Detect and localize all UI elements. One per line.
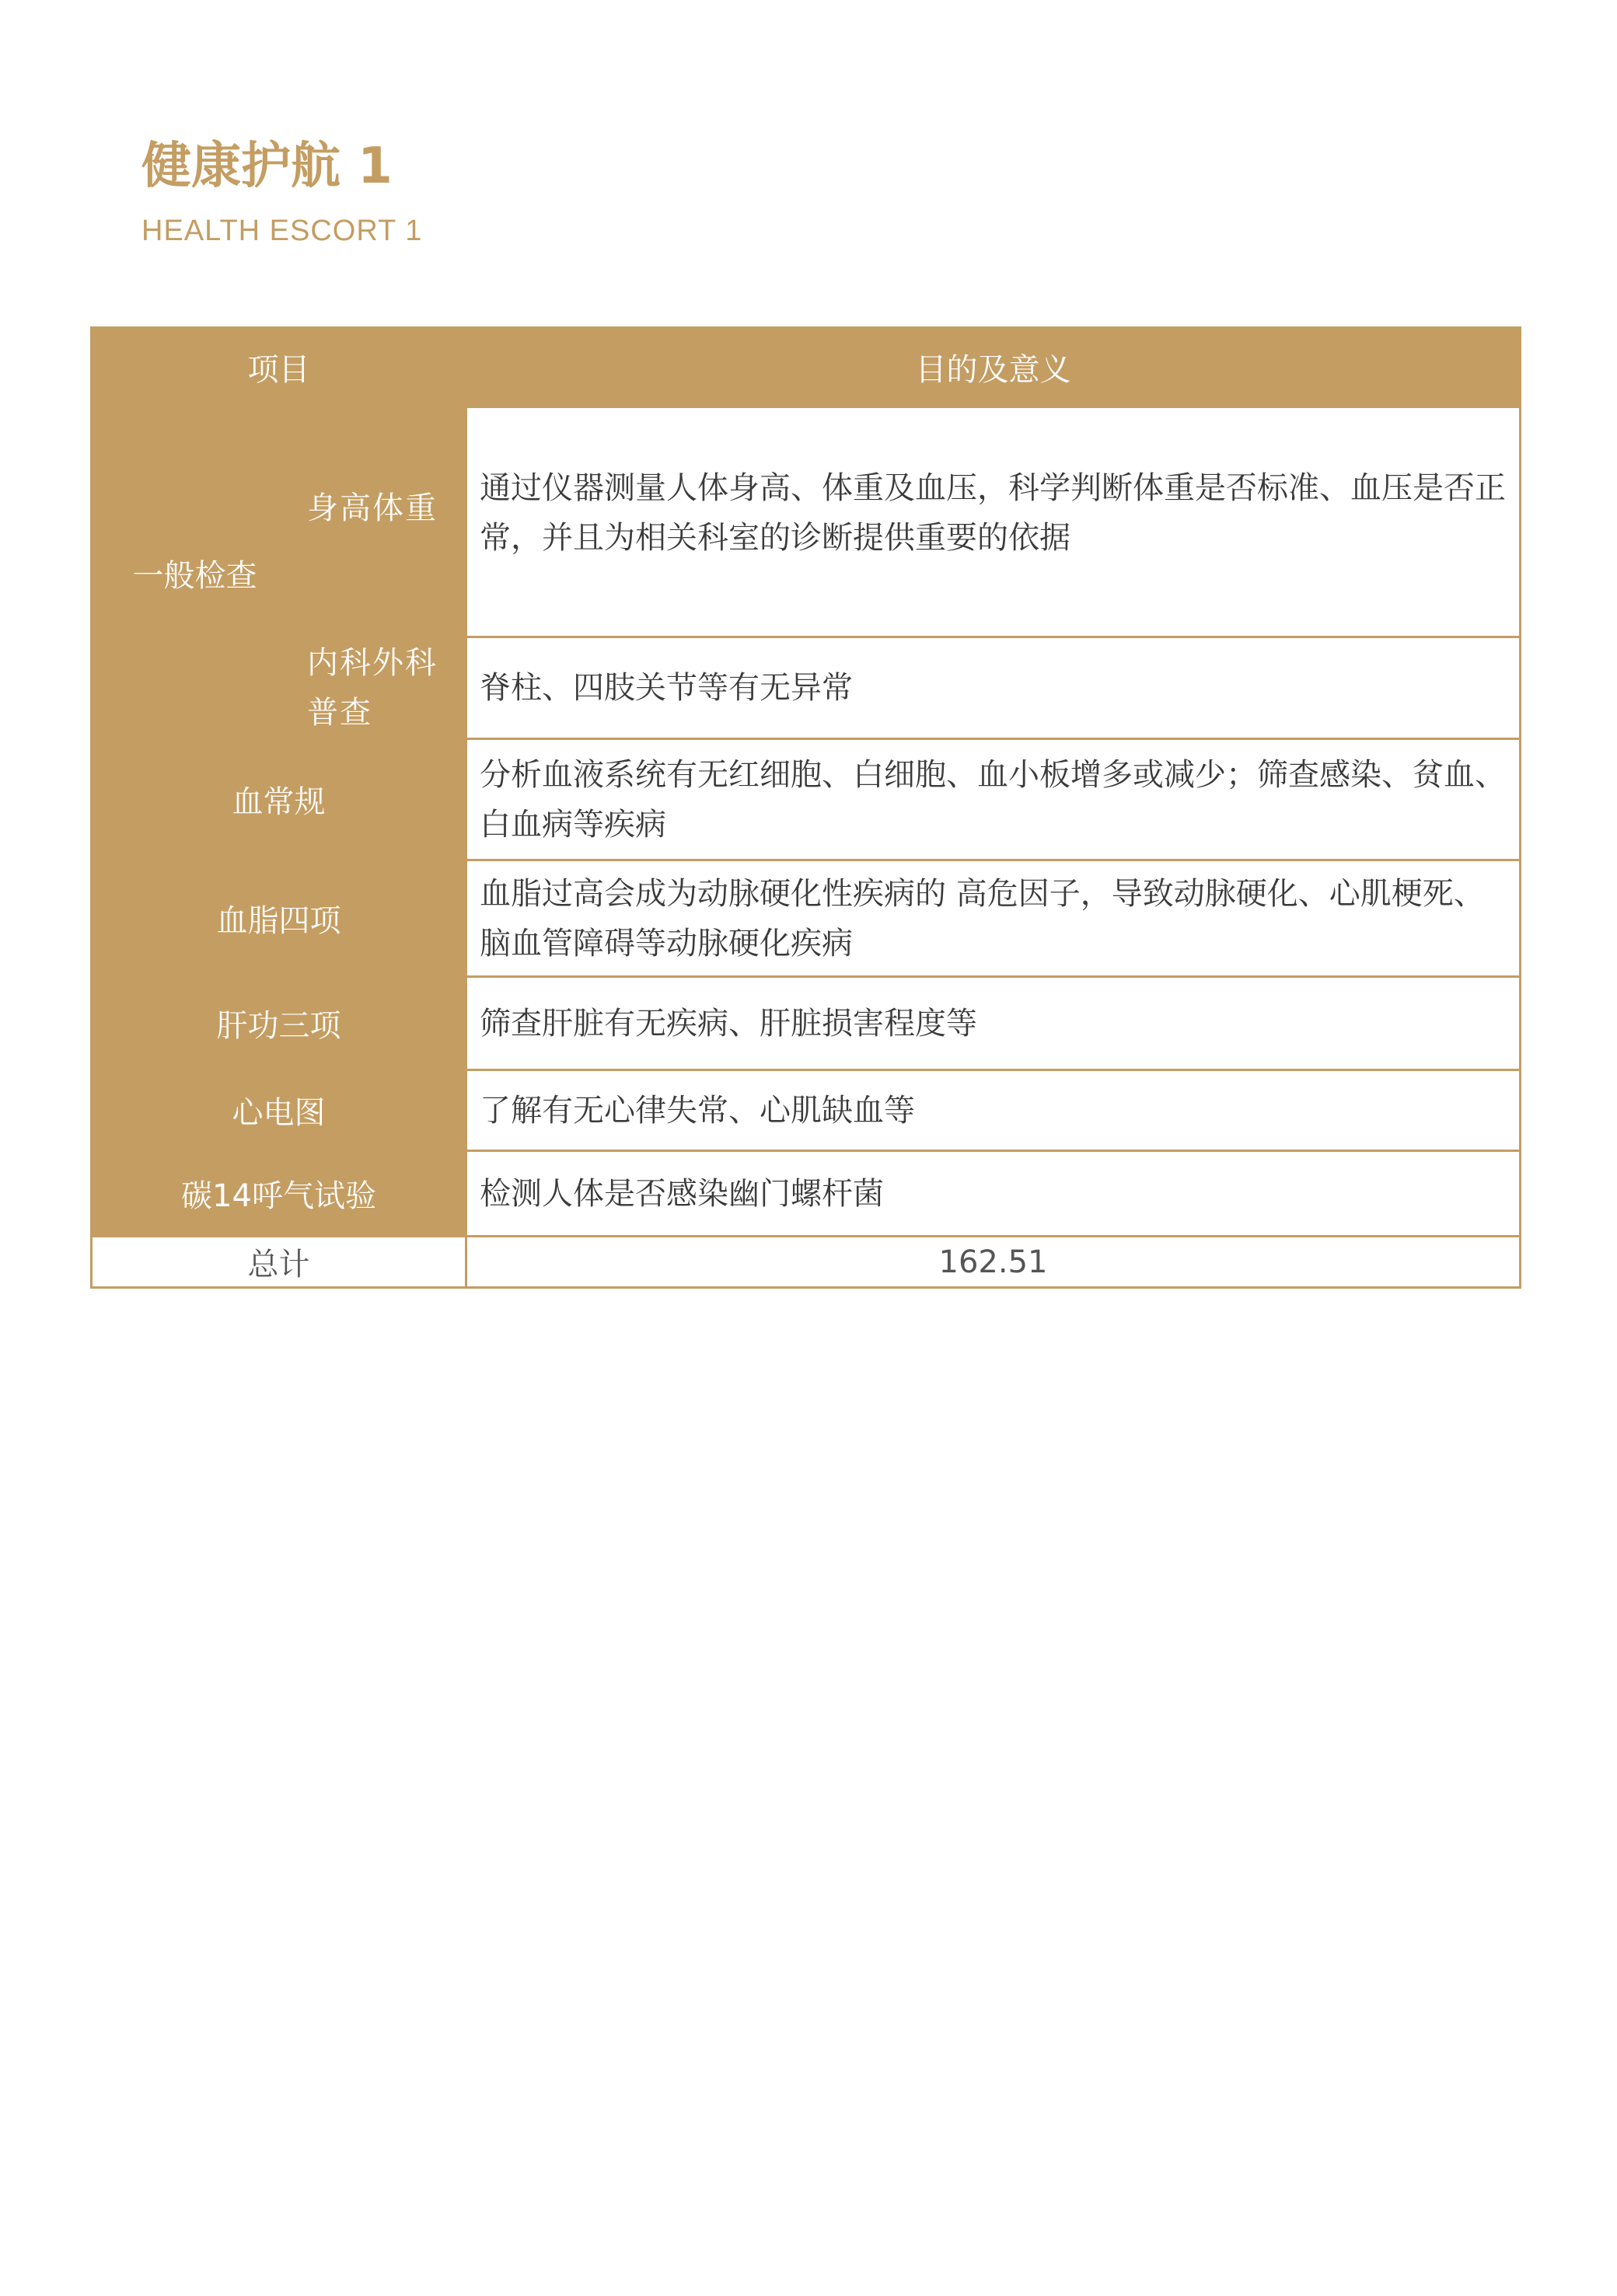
table-row [92, 1070, 1521, 1151]
health-check-table [90, 326, 1521, 1289]
header-item: 项目 [92, 328, 466, 407]
sub-item-height-weight: 身高体重 [299, 407, 466, 637]
table-header-row [92, 328, 1521, 407]
page-subtitle: HEALTH ESCORT 1 [141, 215, 423, 247]
desc-blood-routine: 分析血液系统有无红细胞、白细胞、血小板增多或减少；筛查感染、贫血、白血病等疾病 [466, 739, 1521, 860]
table-row [92, 637, 1521, 739]
sub-item-internal-surgery: 内科外科普查 [299, 637, 466, 739]
general-check-label: 一般检查 [92, 407, 299, 739]
item-blood-lipid: 血脂四项 [92, 860, 466, 977]
table-row [92, 739, 1521, 860]
total-value: 162.51 [466, 1237, 1521, 1288]
table-row [92, 1151, 1521, 1237]
total-row [92, 1237, 1521, 1288]
table-row [92, 407, 1521, 637]
total-label: 总计 [92, 1237, 466, 1288]
desc-height-weight: 通过仪器测量人体身高、体重及血压，科学判断体重是否标准、血压是否正常，并且为相关科室的诊断提供重要的依据 [466, 407, 1521, 637]
table-row [92, 860, 1521, 977]
desc-blood-lipid: 血脂过高会成为动脉硬化性疾病的 高危因子，导致动脉硬化、心肌梗死、脑血管障碍等动脉硬化疾病 [466, 860, 1521, 977]
desc-liver-function: 筛查肝脏有无疾病、肝脏损害程度等 [466, 977, 1521, 1070]
desc-c14-breath-test: 检测人体是否感染幽门螺杆菌 [466, 1151, 1521, 1237]
header-purpose: 目的及意义 [466, 328, 1521, 407]
page-title: 健康护航 1 [141, 138, 393, 195]
desc-internal-surgery: 脊柱、四肢关节等有无异常 [466, 637, 1521, 739]
item-ecg: 心电图 [92, 1070, 466, 1151]
item-c14-breath-test: 碳14呼气试验 [92, 1151, 466, 1237]
desc-ecg: 了解有无心律失常、心肌缺血等 [466, 1070, 1521, 1151]
item-blood-routine: 血常规 [92, 739, 466, 860]
item-liver-function: 肝功三项 [92, 977, 466, 1070]
table-row [92, 977, 1521, 1070]
